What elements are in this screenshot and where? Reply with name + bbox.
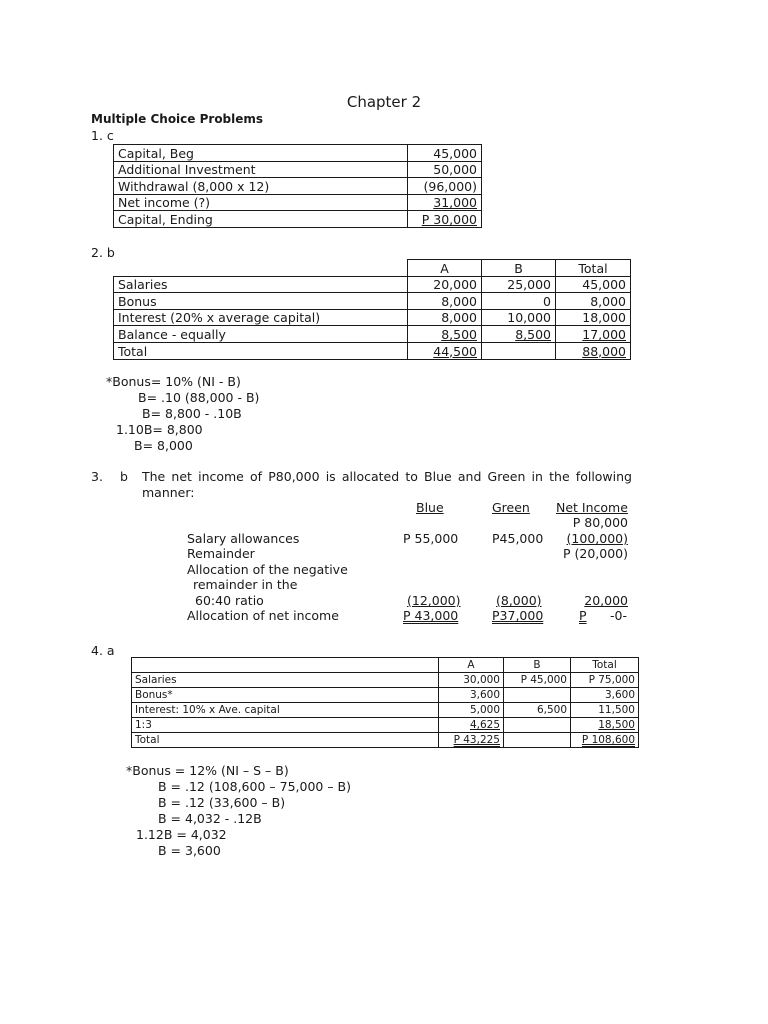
q4-table	[131, 657, 639, 748]
q1-amount: P 30,000	[421, 211, 477, 227]
q4-note: B = 3,600	[158, 843, 221, 858]
q3-salary-total: (100,000)	[566, 531, 628, 546]
q3-header-blue: Blue	[416, 500, 444, 515]
q4-item: Bonus*	[132, 688, 439, 703]
q1-amount: 50,000	[408, 161, 482, 178]
q2-label: 2. b	[91, 245, 115, 260]
table-row: Bonus 8,000 0 8,000	[114, 293, 631, 310]
q3-salary-blue: P 55,000	[403, 531, 459, 546]
q1-amount: 45,000	[408, 145, 482, 162]
q1-item: Withdrawal (8,000 x 12)	[114, 178, 408, 195]
q3-header-net: Net Income	[556, 500, 628, 515]
q4-item: 1:3	[132, 718, 439, 733]
q2-item: Balance - equally	[114, 326, 408, 343]
q3-text-cont: manner:	[142, 485, 195, 500]
q2-item: Bonus	[114, 293, 408, 310]
table-row: 1:3 4,625 18,500	[132, 718, 639, 733]
q3-header-green: Green	[492, 500, 530, 515]
q4-note: 1.12B = 4,032	[136, 827, 227, 842]
q3-answer: b	[120, 469, 128, 484]
q2-table	[113, 259, 631, 360]
q3-alloc-label: remainder in the	[193, 577, 298, 592]
q3-alloc-label: 60:40 ratio	[195, 593, 264, 608]
q2-item: Total	[114, 342, 408, 359]
q1-amount: 31,000	[433, 195, 477, 211]
q4-item: Salaries	[132, 673, 439, 688]
table-row: Salaries 20,000 25,000 45,000	[114, 276, 631, 293]
q4-item: Total	[132, 733, 439, 748]
q3-final-total: P -0-	[579, 608, 627, 623]
q2-item: Interest (20% x average capital)	[114, 309, 408, 326]
q1-item: Net income (?)	[114, 194, 408, 211]
q4-note: B = .12 (108,600 – 75,000 – B)	[158, 779, 351, 794]
q2-note: B= 8,800 - .10B	[142, 406, 242, 421]
col-header-a: A	[439, 658, 504, 673]
q4-note: B = 4,032 - .12B	[158, 811, 262, 826]
q2-note: B= 8,000	[134, 438, 193, 453]
table-row: Balance - equally 8,500 8,500 17,000	[114, 326, 631, 343]
table-row	[114, 194, 482, 211]
table-row	[114, 178, 482, 195]
q1-item: Capital, Beg	[114, 145, 408, 162]
q4-label: 4. a	[91, 643, 115, 658]
table-row: Total P 43,225 P 108,600	[132, 733, 639, 748]
q1-label: 1. c	[91, 128, 114, 143]
table-row: Bonus* 3,600 3,600	[132, 688, 639, 703]
q1-amount: (96,000)	[408, 178, 482, 195]
q2-note: B= .10 (88,000 - B)	[138, 390, 260, 405]
q1-item: Additional Investment	[114, 161, 408, 178]
q3-salary-label: Salary allowances	[187, 531, 300, 546]
q2-note: *Bonus= 10% (NI - B)	[106, 374, 241, 389]
page-title: Chapter 2	[346, 93, 422, 111]
q3-text: The net income of P80,000 is allocated to Blue and Green in the following	[142, 469, 632, 484]
table-row	[114, 211, 482, 228]
q4-note: *Bonus = 12% (NI – S – B)	[126, 763, 289, 778]
q4-item: Interest: 10% x Ave. capital	[132, 703, 439, 718]
col-header-total: Total	[556, 260, 631, 277]
q3-alloc-green: (8,000)	[496, 593, 542, 608]
q3-salary-green: P45,000	[492, 531, 544, 546]
table-row: Total 44,500 88,000	[114, 342, 631, 359]
q4-note: B = .12 (33,600 – B)	[158, 795, 286, 810]
col-header-total: Total	[571, 658, 639, 673]
col-header-b: B	[482, 260, 556, 277]
q3-label: 3.	[91, 469, 103, 484]
table-row: Interest (20% x average capital) 8,000 10,000 18,000	[114, 309, 631, 326]
table-row	[114, 145, 482, 162]
table-row	[114, 161, 482, 178]
col-header-b: B	[504, 658, 571, 673]
table-row: Salaries 30,000 P 45,000 P 75,000	[132, 673, 639, 688]
q3-final-green: P37,000	[492, 608, 544, 623]
q3-net-income: P 80,000	[572, 515, 628, 530]
q3-final-label: Allocation of net income	[187, 608, 339, 623]
q3-final-blue: P 43,000	[403, 608, 459, 623]
q2-item: Salaries	[114, 276, 408, 293]
q2-note: 1.10B= 8,800	[116, 422, 203, 437]
table-row: Interest: 10% x Ave. capital 5,000 6,500 11,500	[132, 703, 639, 718]
q3-alloc-total: 20,000	[584, 593, 628, 608]
q3-alloc-label: Allocation of the negative	[187, 562, 348, 577]
section-title: Multiple Choice Problems	[91, 112, 264, 126]
table-header-row	[114, 260, 631, 277]
q1-table	[113, 144, 482, 228]
q1-item: Capital, Ending	[114, 211, 408, 228]
table-header-row	[132, 658, 639, 673]
q3-alloc-blue: (12,000)	[407, 593, 461, 608]
q3-remainder-label: Remainder	[187, 546, 255, 561]
q3-remainder-value: P (20,000)	[562, 546, 628, 561]
col-header-a: A	[408, 260, 482, 277]
